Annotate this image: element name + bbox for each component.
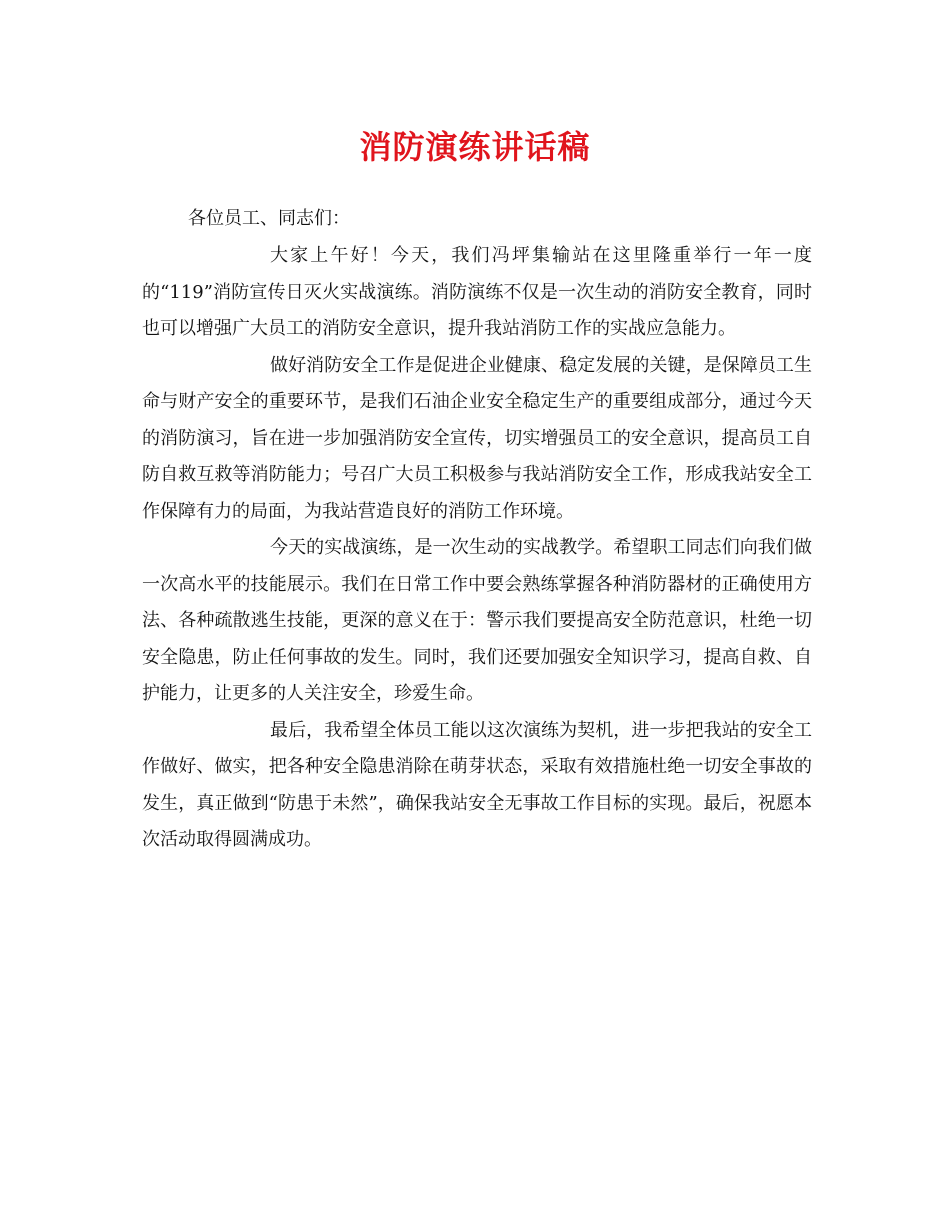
paragraph-importance: 做好消防安全工作是促进企业健康、稳定发展的关键，是保障员工生命与财产安全的重要环节，是我们石油企业安全稳定生产的重要组成部分，通过今天的消防演习，旨在进一步加强消防安全宣传，切实增强员工的安全意识，提高员工自防自救互救等消防能力；号召广大员工积极参与我站消防安全工作，形成我站安全工作保障有力的局面，为我站营造良好的消防工作环境。	[142, 354, 812, 522]
salutation: 各位员工、同志们：	[188, 208, 350, 229]
paragraph-drill: 今天的实战演练，是一次生动的实战教学。希望职工同志们向我们做一次高水平的技能展示。我们在日常工作中要会熟练掌握各种消防器材的正确使用方法、各种疏散逃生技能，更深的意义在于：警示我们要提高安全防范意识，杜绝一切安全隐患，防止任何事故的发生。同时，我们还要加强安全知识学习，提高自救、自护能力，让更多的人关注安全，珍爱生命。	[142, 537, 812, 704]
document-title: 消防演练讲话稿	[359, 128, 591, 166]
document-body	[142, 238, 812, 859]
paragraph-closing: 最后，我希望全体员工能以这次演练为契机，进一步把我站的安全工作做好、做实，把各种安全隐患消除在萌芽状态，采取有效措施杜绝一切安全事故的发生，真正做到“防患于未然”，确保我站安全无事故工作目标的实现。最后，祝愿本次活动取得圆满成功。	[142, 719, 812, 850]
paragraph-greeting: 大家上午好！今天，我们冯坪集输站在这里隆重举行一年一度的“119”消防宣传日灭火实战演练。消防演练不仅是一次生动的消防安全教育，同时也可以增强广大员工的消防安全意识，提升我站消防工作的实战应急能力。	[142, 245, 812, 339]
